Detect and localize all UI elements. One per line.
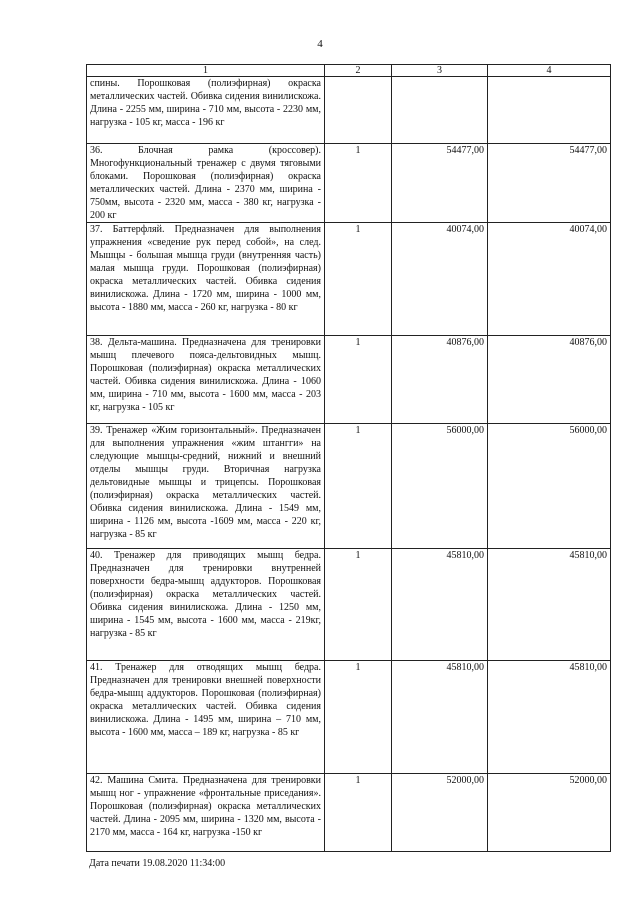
item-quantity: 1	[325, 144, 392, 223]
item-price	[392, 77, 488, 144]
item-price: 54477,00	[392, 144, 488, 223]
item-price: 45810,00	[392, 661, 488, 774]
column-header: 2	[325, 65, 392, 77]
table-row	[87, 223, 611, 336]
item-quantity: 1	[325, 774, 392, 852]
column-header: 3	[392, 65, 488, 77]
item-price: 40876,00	[392, 336, 488, 424]
item-total: 40074,00	[488, 223, 611, 336]
item-description: 36. Блочная рамка (кроссовер). Многофункциональный тренажер с двумя тяговыми блоками. Порошковая (полиэфирная) окраска металлических частей. Длина - 2370 мм, ширина - 750мм, высота - 2320 мм, масса - 380 кг, нагрузка - 200 кг	[87, 144, 325, 223]
item-total: 52000,00	[488, 774, 611, 852]
item-total: 45810,00	[488, 549, 611, 661]
table-header-row	[87, 65, 611, 77]
item-description: 39. Тренажер «Жим горизонтальный». Предназначен для выполнения упражнения «жим штангги» на следующие мышцы-средний, нижний и внешний отделы мышцы груди. Вторичная нагрузка дельтовидные мышцы и трицепсы. Порошковая (полиэфирная) окраска металлических частей. Обивка сидения винилискожа. Длина - 1549 мм, ширина - 1126 мм, высота -1609 мм, масса - 220 кг, нагрузка - 85 кг	[87, 424, 325, 549]
item-quantity	[325, 77, 392, 144]
item-description: 38. Дельта-машина. Предназначена для тренировки мышц плечевого пояса-дельтовидных мышц. Порошковая (полиэфирная) окраска металлических частей. Обивка сидения винилискожа. Длина - 1060 мм, ширина - 710 мм, высота - 1600 мм, масса - 203 кг, нагрузка - 105 кг	[87, 336, 325, 424]
table-row	[87, 661, 611, 774]
print-date: Дата печати 19.08.2020 11:34:00	[89, 858, 226, 869]
item-description: 37. Баттерфляй. Предназначен для выполнения упражнения «сведение рук перед собой», на след. Мышцы - большая мышца груди (внутренняя часть) малая мышца груди. Порошковая (полиэфирная) окраска металлических частей. Обивка сидения винилискожа. Длина - 1720 мм, ширина - 1000 мм, высота - 1880 мм, масса - 260 кг, нагрузка - 80 кг	[87, 223, 325, 336]
table-row	[87, 77, 611, 144]
item-quantity: 1	[325, 661, 392, 774]
table-row	[87, 774, 611, 852]
table-row	[87, 144, 611, 223]
column-header: 1	[87, 65, 325, 77]
item-price: 56000,00	[392, 424, 488, 549]
item-quantity: 1	[325, 336, 392, 424]
table-row	[87, 549, 611, 661]
item-quantity: 1	[325, 549, 392, 661]
column-header: 4	[488, 65, 611, 77]
item-total	[488, 77, 611, 144]
item-quantity: 1	[325, 223, 392, 336]
item-total: 40876,00	[488, 336, 611, 424]
equipment-table	[86, 64, 611, 852]
table-row	[87, 424, 611, 549]
item-price: 52000,00	[392, 774, 488, 852]
table-row	[87, 336, 611, 424]
item-description: 40. Тренажер для приводящих мышц бедра. Предназначен для тренировки внутренней поверхности бедра-мышц аддукторов. Порошковая (полиэфирная) окраска металлических частей. Обивка сидения винилискожа. Длина - 1250 мм, ширина - 1545 мм, высота - 1600 мм, масса - 219кг, нагрузка - 85 кг	[87, 549, 325, 661]
item-quantity: 1	[325, 424, 392, 549]
item-total: 54477,00	[488, 144, 611, 223]
item-description: спины. Порошковая (полиэфирная) окраска металлических частей. Обивка сидения винилискожа. Длина - 2255 мм, ширина - 710 мм, высота - 2230 мм, нагрузка - 105 кг, масса - 196 кг	[87, 77, 325, 144]
page-number: 4	[317, 38, 323, 50]
item-description: 41. Тренажер для отводящих мышц бедра. Предназначен для тренировки внешней поверхности бедра-мышц аддукторов. Порошковая (полиэфирная) окраска металлических частей. Обивка сидения винилискожа. Длина - 1495 мм, ширина – 710 мм, высота - 1600 мм, масса – 189 кг, нагрузка - 85 кг	[87, 661, 325, 774]
item-price: 40074,00	[392, 223, 488, 336]
item-total: 45810,00	[488, 661, 611, 774]
item-price: 45810,00	[392, 549, 488, 661]
item-description: 42. Машина Смита. Предназначена для тренировки мышц ног - упражнение «фронтальные приседания». Порошковая (полиэфирная) окраска металлических частей. Длина - 2095 мм, ширина - 1320 мм, высота - 2170 мм, масса - 164 кг, нагрузка -150 кг	[87, 774, 325, 852]
item-total: 56000,00	[488, 424, 611, 549]
